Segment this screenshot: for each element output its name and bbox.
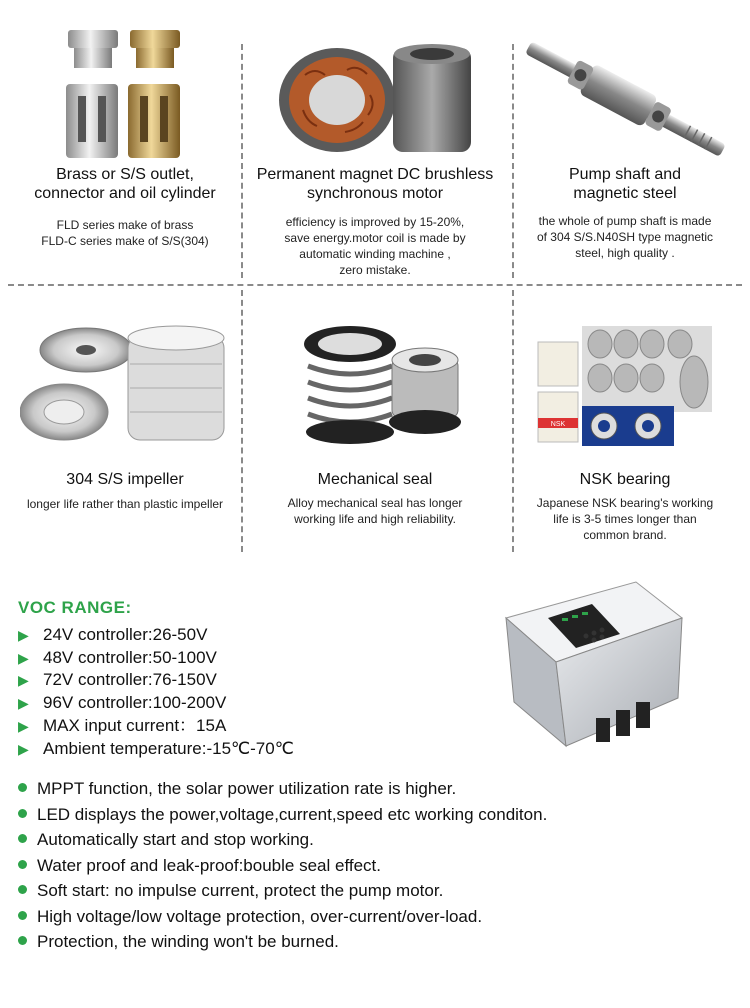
feature-card-outlet: [0, 0, 250, 284]
list-item: Protection, the winding won't be burned.: [18, 929, 547, 955]
bullet-dot-icon: [18, 911, 27, 920]
feature-title: Mechanical seal: [317, 471, 433, 488]
list-item: LED displays the power,voltage,current,speed etc working conditon.: [18, 802, 547, 828]
feature-title: Brass or S/S outlet, connector and oil cylinder: [34, 166, 216, 202]
features-list: [18, 776, 547, 955]
list-item: ▶ 24V controller:26-50V: [18, 624, 294, 647]
list-item: ▶ 48V controller:50-100V: [18, 647, 294, 670]
play-arrow-icon: ▶: [18, 695, 29, 712]
list-item: Automatically start and stop working.: [18, 827, 547, 853]
feature-card-seal: [250, 284, 500, 560]
feature-card-impeller: [0, 284, 250, 560]
bullet-dot-icon: [18, 936, 27, 945]
feature-card-shaft: [500, 0, 750, 284]
list-item: Water proof and leak-proof:bouble seal effect.: [18, 853, 547, 879]
feature-description: Alloy mechanical seal has longer working life and high reliability.: [287, 496, 463, 526]
feature-description: Japanese NSK bearing's working life is 3-5 times longer than common brand.: [536, 496, 714, 542]
play-arrow-icon: ▶: [18, 672, 29, 689]
bullet-dot-icon: [18, 885, 27, 894]
feature-description: longer life rather than plastic impeller: [26, 497, 224, 511]
list-item: ▶ 72V controller:76-150V: [18, 669, 294, 692]
pump-shaft-icon: [525, 38, 725, 162]
motor-stator-icon: [275, 40, 475, 160]
list-item: MPPT function, the solar power utilization rate is higher.: [18, 776, 547, 802]
feature-description: FLD series make of brass FLD-C series make of S/S(304): [41, 218, 209, 248]
feature-title: Pump shaft and magnetic steel: [568, 166, 682, 202]
list-item: ▶ Ambient temperature:-15℃-70℃: [18, 738, 294, 761]
play-arrow-icon: ▶: [18, 649, 29, 666]
voc-list: [18, 624, 294, 760]
brass-connector-icon: [60, 22, 190, 162]
impeller-icon: [20, 318, 230, 444]
bullet-dot-icon: [18, 783, 27, 792]
list-item: Soft start: no impulse current, protect the pump motor.: [18, 878, 547, 904]
play-arrow-icon: ▶: [18, 717, 29, 734]
play-arrow-icon: ▶: [18, 740, 29, 757]
mechanical-seal-icon: [280, 314, 470, 448]
bullet-dot-icon: [18, 809, 27, 818]
feature-title: Permanent magnet DC brushless synchronous motor: [256, 166, 494, 202]
feature-title: 304 S/S impeller: [66, 471, 184, 488]
box-label: NSK: [550, 421, 566, 428]
play-arrow-icon: ▶: [18, 627, 29, 643]
voc-title: VOC RANGE:: [18, 598, 132, 617]
bullet-dot-icon: [18, 860, 27, 869]
nsk-bearing-icon: [530, 322, 720, 450]
list-item: ▶ 96V controller:100-200V: [18, 692, 294, 715]
list-item: ▶ MAX input current：15A: [18, 715, 294, 738]
feature-card-bearing: [500, 284, 750, 560]
feature-description: the whole of pump shaft is made of 304 S/S.N40SH type magnetic steel, high quality .: [536, 214, 714, 260]
list-item: High voltage/low voltage protection, over-current/over-load.: [18, 904, 547, 930]
feature-title: NSK bearing: [579, 471, 671, 488]
bullet-dot-icon: [18, 834, 27, 843]
feature-description: efficiency is improved by 15-20%, save energy.motor coil is made by automatic winding machine , zero mistake.: [284, 215, 466, 277]
feature-card-motor: [250, 0, 500, 284]
solar-controller-icon: [496, 578, 686, 758]
